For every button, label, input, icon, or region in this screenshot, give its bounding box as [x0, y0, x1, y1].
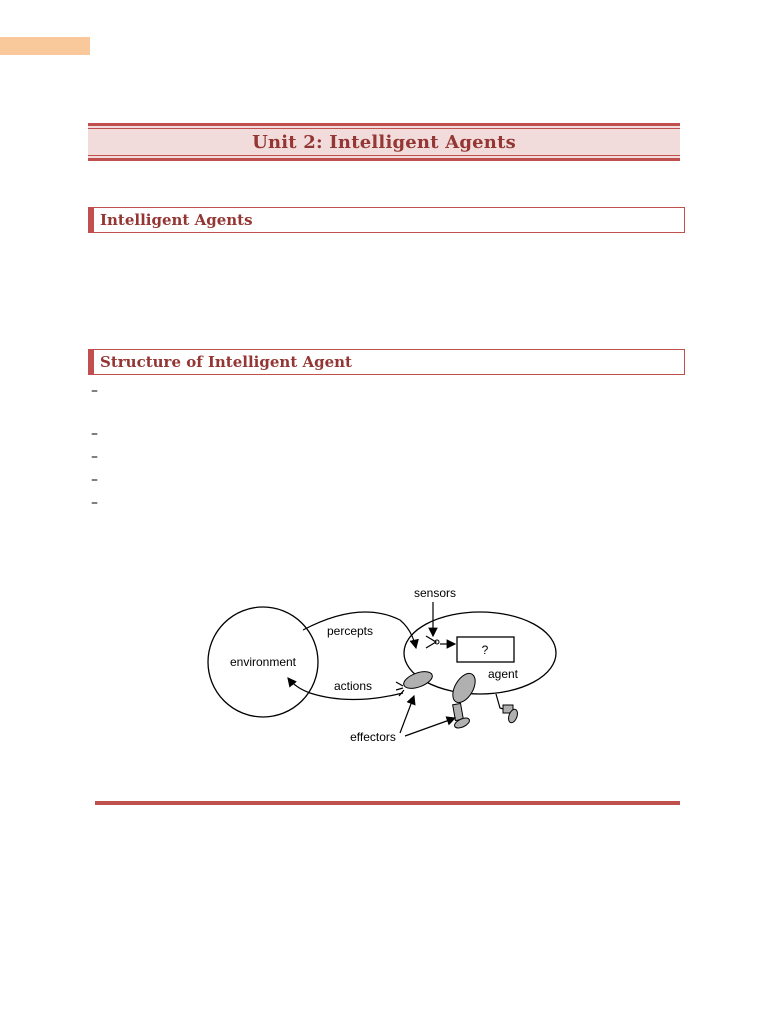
effectors-pointer-arm: [400, 696, 414, 733]
list-bullet: –: [91, 495, 98, 511]
agent-label: agent: [487, 667, 519, 681]
effector-leg-right: [496, 694, 519, 724]
percepts-label: percepts: [326, 624, 374, 638]
unit-title-banner: [88, 123, 680, 161]
effectors-pointer-leg: [405, 718, 455, 736]
effectors-label: effectors: [350, 730, 396, 744]
section-header-structure: [88, 349, 685, 375]
list-bullet: –: [91, 426, 98, 442]
list-bullet: –: [91, 449, 98, 465]
section-header-intelligent-agents: [88, 207, 685, 233]
effector-leg-left: [448, 670, 480, 730]
bottom-divider: [95, 801, 680, 805]
unit-title: Unit 2: Intelligent Agents: [252, 131, 516, 153]
agent-program-box-label: ?: [481, 643, 489, 657]
section-title: Intelligent Agents: [100, 211, 253, 229]
sensors-label: sensors: [413, 586, 457, 600]
corner-tab: [0, 37, 90, 55]
agent-environment-diagram: [200, 578, 570, 748]
list-bullet: –: [91, 383, 98, 399]
section-title: Structure of Intelligent Agent: [100, 353, 352, 371]
sensor-icon: [426, 636, 439, 648]
list-bullet: –: [91, 472, 98, 488]
environment-label: environment: [229, 655, 297, 669]
actions-label: actions: [333, 679, 373, 693]
effector-arm: [396, 668, 434, 696]
